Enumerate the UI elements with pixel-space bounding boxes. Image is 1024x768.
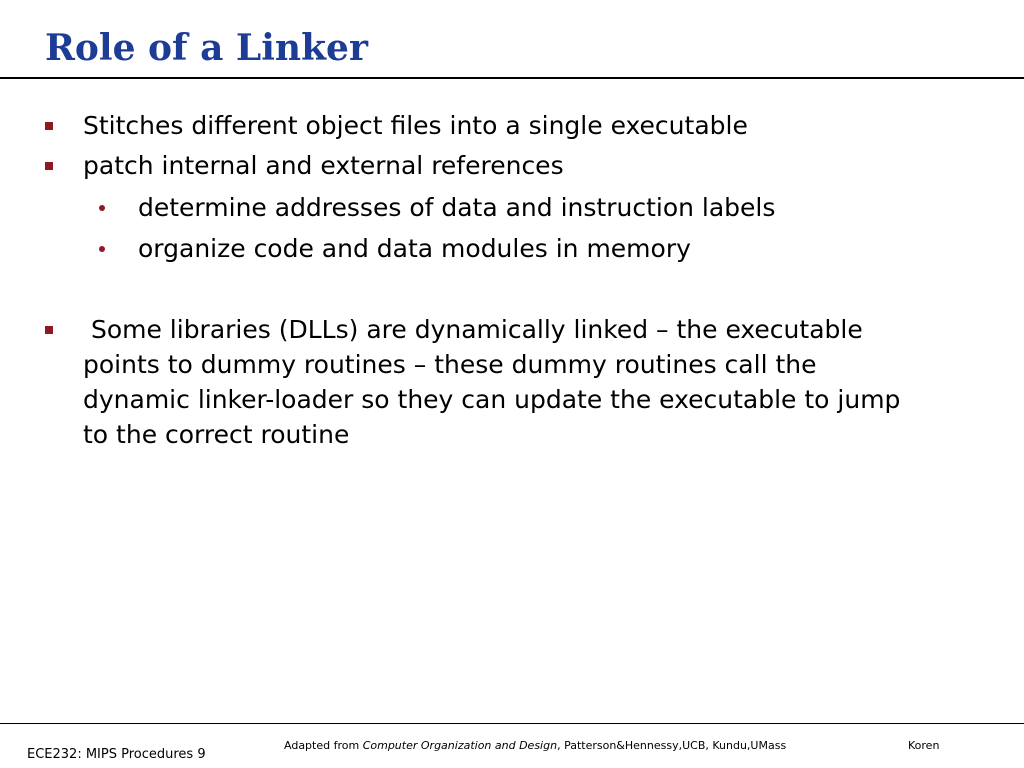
title-divider xyxy=(0,77,1024,79)
square-bullet-icon xyxy=(45,122,53,130)
square-bullet-icon xyxy=(45,162,53,170)
slide-title: Role of a Linker xyxy=(45,27,368,69)
footer-book-title: Computer Organization and Design xyxy=(362,739,558,752)
footer-attribution xyxy=(284,739,786,753)
sub-bullet-item: determine addresses of data and instruction labels xyxy=(138,193,776,222)
bullet-item: patch internal and external references xyxy=(83,151,564,180)
footer-adapted-prefix: Adapted from xyxy=(284,739,363,752)
bullet-item-dynamic-linking: Some libraries (DLLs) are dynamically linked – the executable points to dummy routines – these dummy routines call the dynamic linker-loader so they can update the executable to jump to the correct routine xyxy=(83,315,909,449)
square-bullet-icon xyxy=(45,326,53,334)
footer-author: Koren xyxy=(908,739,940,752)
footer-adapted-suffix: , Patterson&Hennessy,UCB, Kundu,UMass xyxy=(557,739,787,752)
dot-bullet-icon xyxy=(99,246,105,252)
sub-bullet-item: organize code and data modules in memory xyxy=(138,234,691,263)
dot-bullet-icon xyxy=(99,205,105,211)
footer-divider xyxy=(0,723,1024,724)
bullet-item: Stitches different object files into a single executable xyxy=(83,111,748,140)
footer-course: ECE232: MIPS Procedures 9 xyxy=(27,747,206,762)
